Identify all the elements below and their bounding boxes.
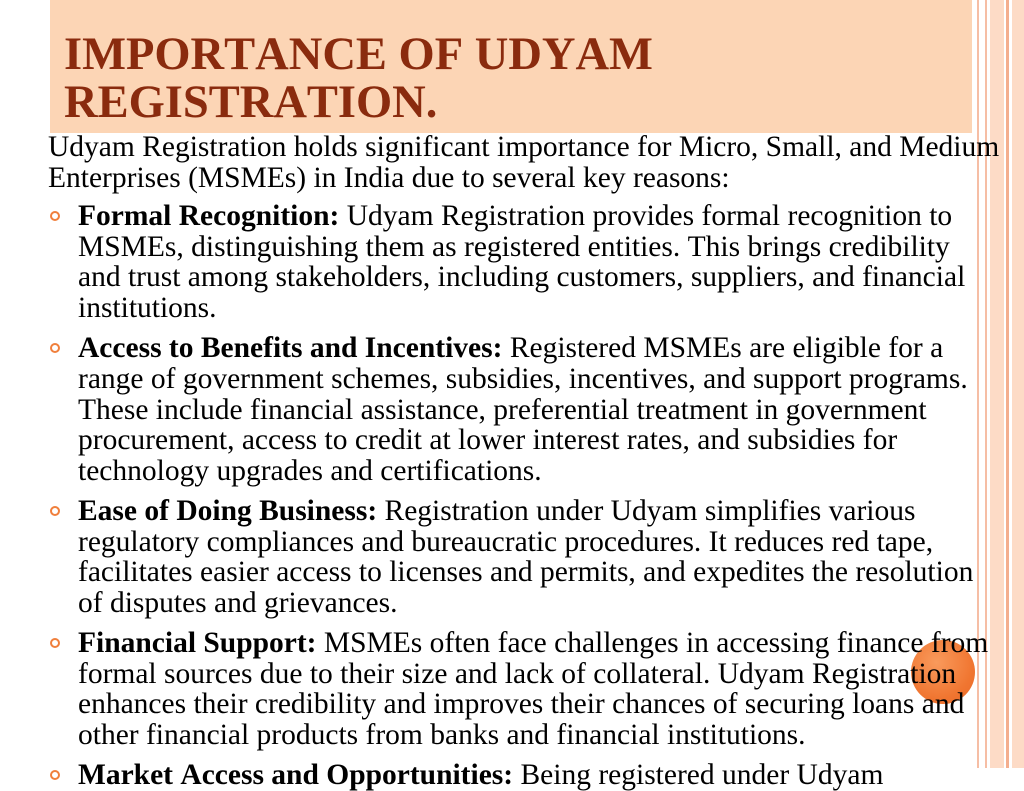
bullet-text: Registered MSMEs are eligible for a range of government schemes, subsidies, incentives, and support programs. These include financial assistance, preferential treatment in government procurement, access to credit at lower interest rates, and subsidies for technology upgrades and certifications. xyxy=(78,332,968,487)
decorative-stripe xyxy=(1006,0,1009,768)
bullet-item xyxy=(48,201,994,324)
bullet-item xyxy=(48,333,994,487)
bullet-text: Udyam Registration provides formal recognition to MSMEs, distinguishing them as registered entities. This brings credibility and trust among stakeholders, including customers, suppliers, and financial institutions. xyxy=(78,200,966,325)
circle-bullet-icon xyxy=(50,343,60,353)
circle-bullet-icon xyxy=(50,770,60,780)
bullet-item xyxy=(48,628,994,751)
intro-paragraph: Udyam Registration holds significant importance for Micro, Small, and Medium Enterprises (MSMEs) in India due to several key reasons: xyxy=(48,131,1000,194)
bullet-list xyxy=(48,200,994,791)
bullet-text: MSMEs often face challenges in accessing finance from formal sources due to their size and lack of collateral. Udyam Registration enhances their credibility and improves their chances of securing loans and other financial products from banks and financial institutions. xyxy=(78,627,989,752)
slide-title: IMPORTANCE OF UDYAM REGISTRATION. xyxy=(64,29,653,128)
bullet-label: Formal Recognition: xyxy=(78,200,340,232)
circle-bullet-icon xyxy=(50,506,60,516)
decorative-stripe-band xyxy=(1012,0,1024,768)
bullet-item xyxy=(48,496,994,619)
bullet-label: Access to Benefits and Incentives: xyxy=(78,332,503,365)
circle-bullet-icon xyxy=(50,211,60,221)
bullet-label: Market Access and Opportunities: xyxy=(78,759,514,791)
bullet-text: Registration under Udyam simplifies various regulatory compliances and bureaucratic procedures. It reduces red tape, facilitates easier access to licenses and permits, and expedites the resolution of disputes and grievances. xyxy=(78,494,974,620)
bullet-label: Ease of Doing Business: xyxy=(78,494,378,527)
title-banner xyxy=(50,0,972,133)
bullet-label: Financial Support: xyxy=(78,627,317,660)
bullet-text: Being registered under Udyam xyxy=(520,759,884,791)
bullet-item xyxy=(48,760,994,791)
circle-bullet-icon xyxy=(50,638,60,648)
